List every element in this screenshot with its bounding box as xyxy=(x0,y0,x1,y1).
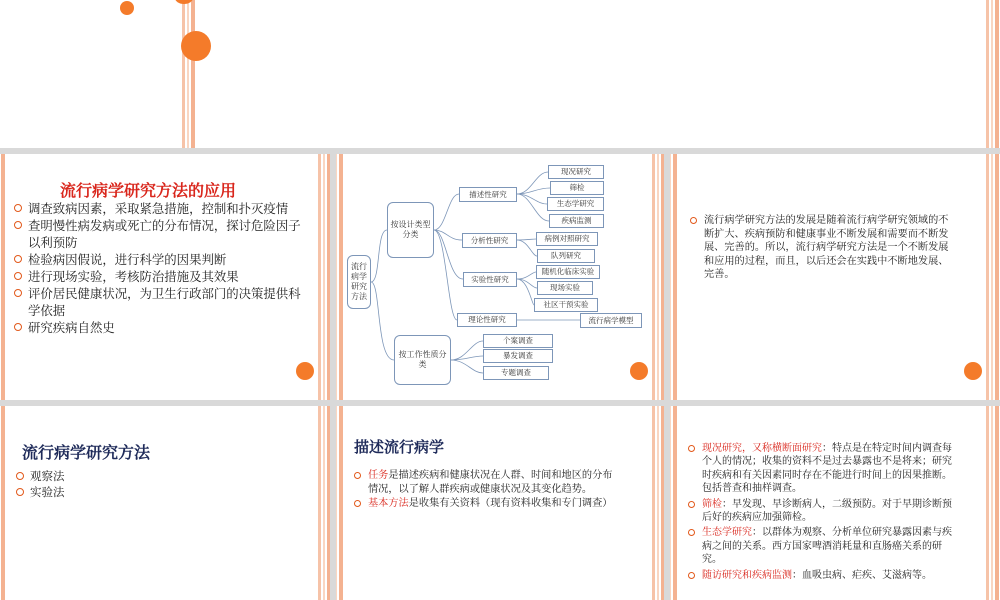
diagram-leaf: 个案调查 xyxy=(483,334,553,348)
diagram-leaf: 现场实验 xyxy=(537,281,593,295)
list-item: 查明慢性病发病或死亡的分布情况，探讨危险因子以利预防 xyxy=(14,217,304,251)
diagram-by-design: 按设计类型分类 xyxy=(387,202,434,258)
diagram-leaf: 疾病监测 xyxy=(549,214,604,228)
list-item: 检验病因假说，进行科学的因果判断 xyxy=(14,251,304,268)
diagram-leaf: 病例对照研究 xyxy=(536,232,598,246)
list-item: 评价居民健康状况，为卫生行政部门的决策提供科学依据 xyxy=(14,285,304,319)
diagram-leaf: 专题调查 xyxy=(483,366,549,380)
diagram-leaf: 流行病学模型 xyxy=(580,313,642,328)
slide-methods xyxy=(0,406,330,600)
list-item: 实验法 xyxy=(16,484,216,500)
list-item xyxy=(688,498,956,525)
list-item xyxy=(688,442,956,496)
diagram-theoretical: 理论性研究 xyxy=(457,313,517,327)
decorative-stripes xyxy=(986,154,1000,400)
decorative-circle xyxy=(181,31,211,61)
bullet-list xyxy=(16,468,216,500)
slide-title: 流行病学研究方法 xyxy=(22,443,151,462)
list-item: 观察法 xyxy=(16,468,216,484)
diagram-analytic: 分析性研究 xyxy=(462,233,517,248)
decorative-stripes xyxy=(652,406,664,600)
slide-study-types xyxy=(670,406,1000,600)
decorative-stripes xyxy=(0,154,6,400)
diagram-leaf: 筛检 xyxy=(550,181,604,195)
diagram-leaf: 现况研究 xyxy=(548,165,604,179)
bullet-list xyxy=(688,442,956,584)
decorative-stripes xyxy=(670,406,678,600)
diagram-leaf: 随机化临床实验 xyxy=(536,265,600,279)
item-key: 基本方法 xyxy=(368,498,409,509)
decorative-stripes xyxy=(670,154,678,400)
item-text: 是描述疾病和健康状况在人群、时间和地区的分布情况，以了解人群疾病或健康状况及其变化趋势。 xyxy=(368,470,613,495)
item-text: 是收集有关资料（现有资料收集和专门调查） xyxy=(408,498,613,509)
list-item: 调查致病因素，采取紧急措施，控制和扑灭疫情 xyxy=(14,200,304,217)
item-text: ：特点是在特定时间内调查每个人的情况；收集的资料不是过去暴露也不是将来；研究时疾病和有关因素同时存在不能进行时间上的因果推断。包括普查和抽样调查。 xyxy=(702,443,952,495)
slide-top-partial xyxy=(0,0,1000,148)
decorative-stripes xyxy=(986,0,1000,148)
item-key: 筛检 xyxy=(702,498,722,510)
decorative-circle xyxy=(120,1,134,15)
bullet-list xyxy=(14,200,304,336)
diagram-descriptive: 描述性研究 xyxy=(459,187,517,202)
slide-title: 流行病学研究方法的应用 xyxy=(60,181,237,200)
decorative-circle xyxy=(964,362,982,380)
item-text: ：血吸虫病、疟疾、艾滋病等。 xyxy=(792,569,932,581)
decorative-stripes xyxy=(318,154,330,400)
item-text: ：早发现、早诊断病人，二级预防。对于早期诊断预后好的疾病应加强筛检。 xyxy=(702,498,952,524)
item-key: 任务 xyxy=(368,470,389,481)
list-item xyxy=(688,569,956,582)
slide-applications xyxy=(0,154,330,400)
decorative-stripes xyxy=(336,406,344,600)
item-key: 现况研究，又称横断面研究 xyxy=(702,443,822,454)
diagram-leaf: 暴发调查 xyxy=(483,349,553,363)
decorative-stripes xyxy=(318,406,330,600)
decorative-circle xyxy=(296,362,314,380)
diagram-leaf: 队列研究 xyxy=(537,249,595,263)
diagram-leaf: 社区干预实验 xyxy=(534,298,598,312)
bullet-list xyxy=(690,214,958,282)
diagram-root: 流行病学研究方法 xyxy=(347,255,371,309)
diagram-experimental: 实验性研究 xyxy=(463,272,517,287)
list-item xyxy=(354,497,622,511)
list-item: 研究疾病自然史 xyxy=(14,319,304,336)
decorative-stripes xyxy=(986,406,1000,600)
slide-descriptive xyxy=(336,406,664,600)
list-item: 流行病学研究方法的发展是随着流行病学研究领域的不断扩大、疾病预防和健康事业不断发展和需要而不断发展、完善的。所以，流行病学研究方法是一个不断发展和应用的过程，而且，以后还会在实践中不断地发展、完善。 xyxy=(690,214,958,282)
decorative-stripes xyxy=(0,406,6,600)
item-text: ：以群体为观察、分析单位研究暴露因素与疾病之间的关系。西方国家啤酒消耗量和直肠癌关系的研究。 xyxy=(702,527,952,566)
diagram-leaf: 生态学研究 xyxy=(547,197,604,211)
bullet-list xyxy=(354,469,622,511)
slide-development xyxy=(670,154,1000,400)
list-item xyxy=(688,526,956,566)
list-item: 进行现场实验，考核防治措施及其效果 xyxy=(14,268,304,285)
item-key: 生态学研究 xyxy=(702,527,752,539)
slide-diagram xyxy=(336,154,664,400)
list-item xyxy=(354,469,622,497)
item-key: 随访研究和疾病监测 xyxy=(702,569,792,581)
diagram-by-nature: 按工作性质分类 xyxy=(394,335,451,385)
slide-title: 描述流行病学 xyxy=(354,438,445,456)
decorative-stripes xyxy=(182,0,196,148)
